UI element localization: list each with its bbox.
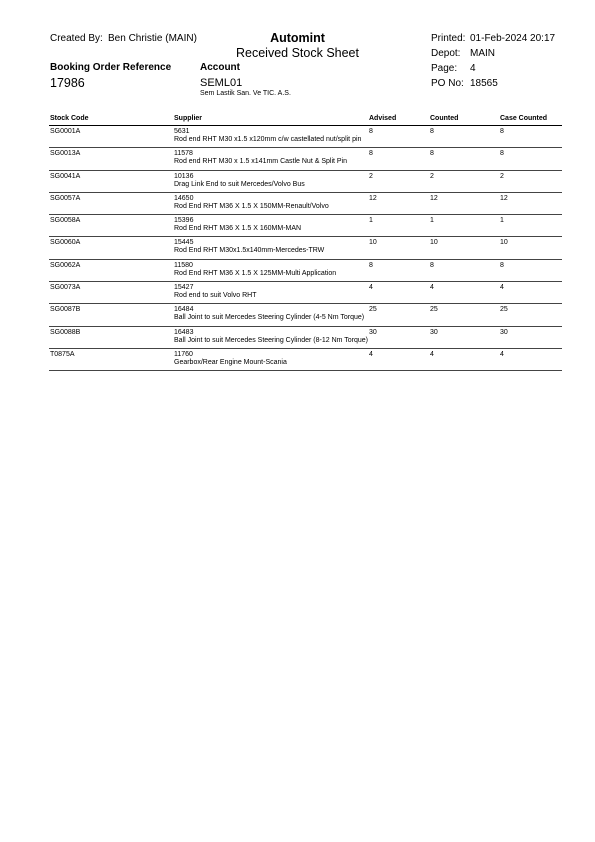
stock-code: SG0013A [50, 150, 81, 158]
counted-qty: 30 [430, 328, 438, 336]
supplier-code: 14650 [174, 194, 194, 202]
supplier-code: 15427 [174, 284, 194, 292]
advised-qty: 4 [369, 284, 373, 292]
account-code: SEML01 [200, 77, 243, 89]
stock-code: SG0062A [50, 261, 81, 269]
table-row [49, 327, 562, 349]
case-counted-qty: 2 [500, 172, 504, 180]
advised-qty: 8 [369, 128, 373, 135]
supplier-code: 16483 [174, 328, 194, 336]
stock-code: SG0057A [50, 194, 81, 202]
po-label: PO No: [431, 78, 464, 89]
header-case-counted: Case Counted [500, 115, 548, 122]
supplier-code: 11578 [174, 150, 193, 158]
item-description: Ball Joint to suit Mercedes Steering Cylinder (4-5 Nm Torque) [174, 314, 365, 322]
case-counted-qty: 8 [500, 150, 504, 158]
counted-qty: 8 [430, 150, 434, 158]
item-description: Rod End RHT M30x1.5x140mm-Mercedes-TRW [174, 247, 325, 255]
po-number: 18565 [470, 78, 498, 89]
header-supplier: Supplier [174, 115, 203, 122]
item-description: Rod end to suit Volvo RHT [174, 292, 257, 300]
stock-code: T0875A [50, 350, 75, 358]
table-header [49, 114, 562, 126]
table-row [49, 282, 562, 304]
counted-qty: 4 [430, 284, 434, 292]
table-row [49, 237, 562, 259]
received-stock-table [49, 114, 562, 371]
case-counted-qty: 8 [500, 128, 504, 135]
counted-qty: 4 [430, 350, 434, 358]
printed-value: 01-Feb-2024 20:17 [470, 33, 556, 44]
counted-qty: 8 [430, 261, 434, 269]
header-counted: Counted [430, 115, 459, 122]
item-description: Rod end RHT M30 x 1.5 x141mm Castle Nut & Split Pin [174, 158, 348, 166]
counted-qty: 25 [430, 306, 438, 314]
advised-qty: 2 [369, 172, 373, 180]
item-description: Rod end RHT M30 x1.5 x120mm c/w castellated nut/split pin [174, 136, 362, 143]
item-description: Gearbox/Rear Engine Mount-Scania [174, 358, 287, 366]
booking-reference-value: 17986 [50, 76, 85, 90]
advised-qty: 10 [369, 239, 377, 247]
case-counted-qty: 4 [500, 350, 504, 358]
case-counted-qty: 12 [500, 194, 508, 202]
stock-code: SG0060A [50, 239, 81, 247]
counted-qty: 2 [430, 172, 434, 180]
table-row [49, 215, 562, 237]
stock-code: SG0041A [50, 172, 81, 180]
created-by-label: Created By: [50, 33, 103, 44]
account-label: Account [200, 62, 240, 73]
counted-qty: 1 [430, 217, 434, 225]
advised-qty: 1 [369, 217, 373, 225]
table-row [49, 260, 562, 282]
advised-qty: 25 [369, 306, 377, 314]
printed-label: Printed: [431, 33, 466, 44]
stock-code: SG0087B [50, 306, 81, 314]
created-by-value: Ben Christie (MAIN) [108, 33, 197, 44]
stock-code: SG0001A [50, 128, 81, 135]
booking-reference-label: Booking Order Reference [50, 62, 172, 73]
table-row [49, 148, 562, 170]
item-description: Rod End RHT M36 X 1.5 X 150MM-Renault/Volvo [174, 202, 329, 210]
case-counted-qty: 8 [500, 261, 504, 269]
advised-qty: 4 [369, 350, 373, 358]
supplier-code: 10136 [174, 172, 194, 180]
case-counted-qty: 4 [500, 284, 504, 292]
account-name: Sem Lastik San. Ve TIC. A.S. [200, 90, 291, 97]
table-row [49, 349, 562, 371]
page-label: Page: [431, 63, 458, 74]
item-description: Rod End RHT M36 X 1.5 X 125MM-Multi Application [174, 269, 337, 277]
supplier-code: 15445 [174, 239, 194, 247]
supplier-code: 11760 [174, 350, 193, 358]
depot-label: Depot: [431, 48, 461, 59]
case-counted-qty: 30 [500, 328, 508, 336]
counted-qty: 10 [430, 239, 438, 247]
case-counted-qty: 1 [500, 217, 504, 225]
supplier-code: 11580 [174, 261, 193, 269]
table-row [49, 304, 562, 326]
item-description: Rod End RHT M36 X 1.5 X 160MM-MAN [174, 225, 302, 233]
header-advised: Advised [369, 115, 397, 122]
counted-qty: 8 [430, 128, 434, 135]
counted-qty: 12 [430, 194, 438, 202]
header-stock-code: Stock Code [50, 115, 89, 122]
supplier-code: 16484 [174, 306, 194, 314]
case-counted-qty: 25 [500, 306, 508, 314]
supplier-code: 15396 [174, 217, 194, 225]
table-row [49, 126, 562, 148]
depot-value: MAIN [470, 48, 495, 59]
item-description: Drag Link End to suit Mercedes/Volvo Bus [174, 180, 305, 188]
document-title: Received Stock Sheet [236, 46, 359, 60]
supplier-code: 5631 [174, 128, 190, 135]
item-description: Ball Joint to suit Mercedes Steering Cylinder (8-12 Nm Torque) [174, 336, 369, 344]
advised-qty: 30 [369, 328, 377, 336]
stock-code: SG0073A [50, 284, 81, 292]
stock-code: SG0058A [50, 217, 81, 225]
case-counted-qty: 10 [500, 239, 508, 247]
table-row [49, 193, 562, 215]
advised-qty: 8 [369, 150, 373, 158]
company-name: Automint [270, 31, 325, 45]
advised-qty: 8 [369, 261, 373, 269]
table-row [49, 171, 562, 193]
stock-code: SG0088B [50, 328, 81, 336]
page-number: 4 [470, 63, 476, 74]
advised-qty: 12 [369, 194, 377, 202]
